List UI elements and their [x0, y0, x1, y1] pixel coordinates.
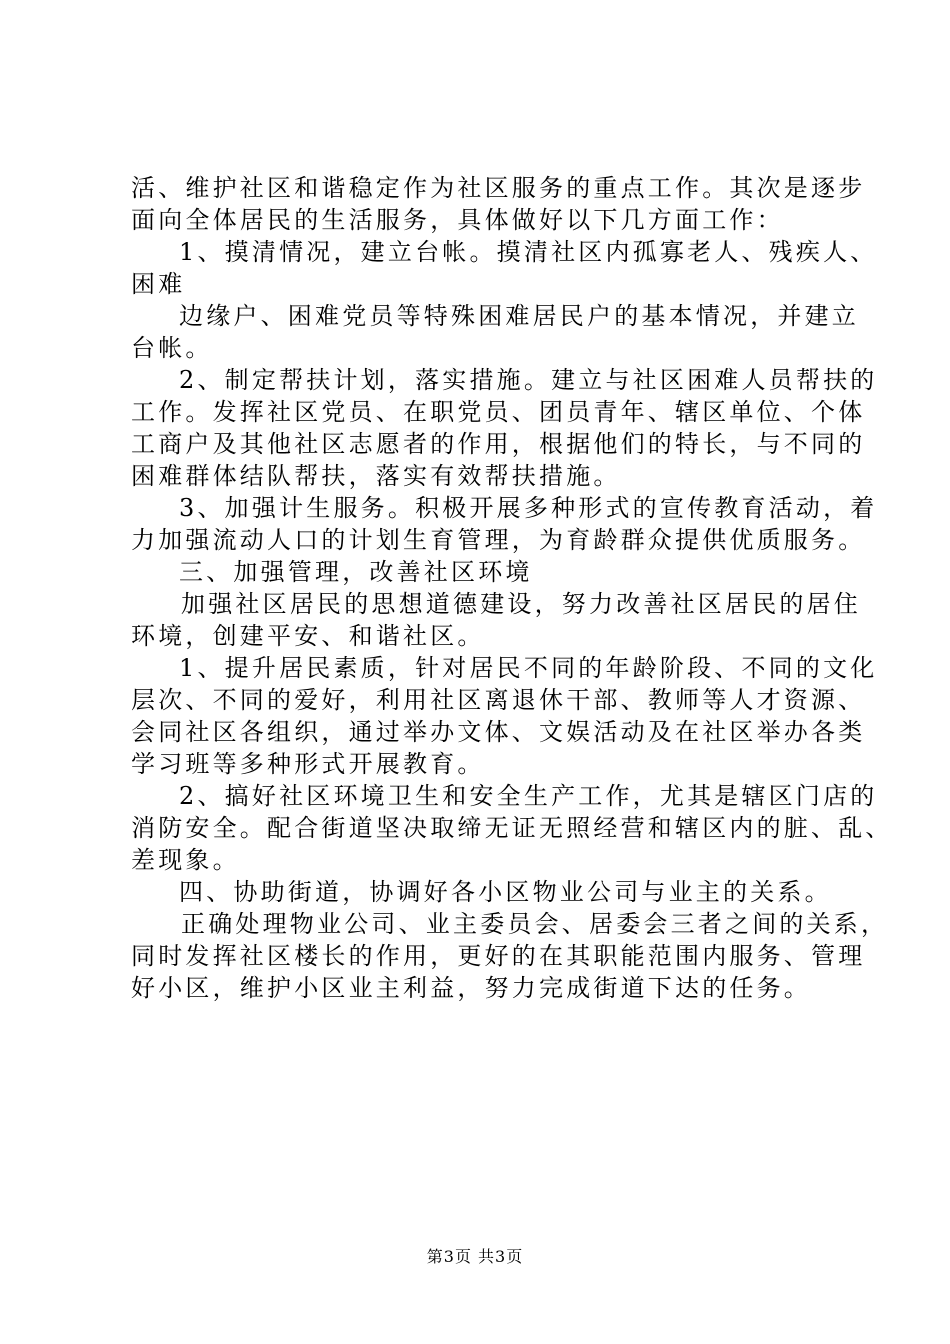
text-line: 面向全体居民的生活服务，具体做好以下几方面工作：	[131, 206, 784, 234]
text-line: 差现象。	[131, 846, 240, 874]
text-line: 四、协助街道，协调好各小区物业公司与业主的关系。	[179, 878, 832, 906]
text-line: 1、提升居民素质，针对居民不同的年龄阶段、不同的文化	[179, 654, 878, 682]
text-line: 正确处理物业公司、业主委员会、居委会三者之间的关系，	[181, 910, 889, 938]
text-line: 同时发挥社区楼长的作用，更好的在其职能范围内服务、管理	[131, 942, 866, 970]
document-body	[131, 172, 893, 1004]
text-line: 加强社区居民的思想道德建设，努力改善社区居民的居住	[181, 590, 861, 618]
text-line: 三、加强管理，改善社区环境	[179, 558, 533, 586]
text-line: 2、制定帮扶计划，落实措施。建立与社区困难人员帮扶的	[179, 366, 878, 394]
text-line: 消防安全。配合街道坚决取缔无证无照经营和辖区内的脏、乱、	[131, 814, 893, 842]
text-line: 好小区，维护小区业主利益，努力完成街道下达的任务。	[131, 974, 811, 1002]
text-line: 会同社区各组织，通过举办文体、文娱活动及在社区举办各类	[131, 718, 866, 746]
text-line: 2、搞好社区环境卫生和安全生产工作，尤其是辖区门店的	[179, 782, 878, 810]
page-footer: 第3页 共3页	[426, 1247, 524, 1266]
text-line: 台帐。	[131, 334, 213, 362]
text-line: 学习班等多种形式开展教育。	[131, 750, 485, 778]
text-line: 3、加强计生服务。积极开展多种形式的宣传教育活动，着	[179, 494, 878, 522]
text-line: 环境，创建平安、和谐社区。	[131, 622, 485, 650]
text-line: 工商户及其他社区志愿者的作用，根据他们的特长，与不同的	[131, 430, 866, 458]
text-line: 力加强流动人口的计划生育管理，为育龄群众提供优质服务。	[131, 526, 866, 554]
text-line: 工作。发挥社区党员、在职党员、团员青年、辖区单位、个体	[131, 398, 866, 426]
text-line: 边缘户、困难党员等特殊困难居民户的基本情况，并建立	[179, 302, 859, 330]
text-line: 1、摸清情况，建立台帐。摸清社区内孤寡老人、残疾人、	[179, 238, 878, 266]
text-line: 层次、不同的爱好，利用社区离退休干部、教师等人才资源、	[131, 686, 866, 714]
text-line: 困难	[131, 270, 186, 298]
text-line: 困难群体结队帮扶，落实有效帮扶措施。	[131, 462, 621, 490]
text-line: 活、维护社区和谐稳定作为社区服务的重点工作。其次是逐步	[131, 174, 866, 202]
